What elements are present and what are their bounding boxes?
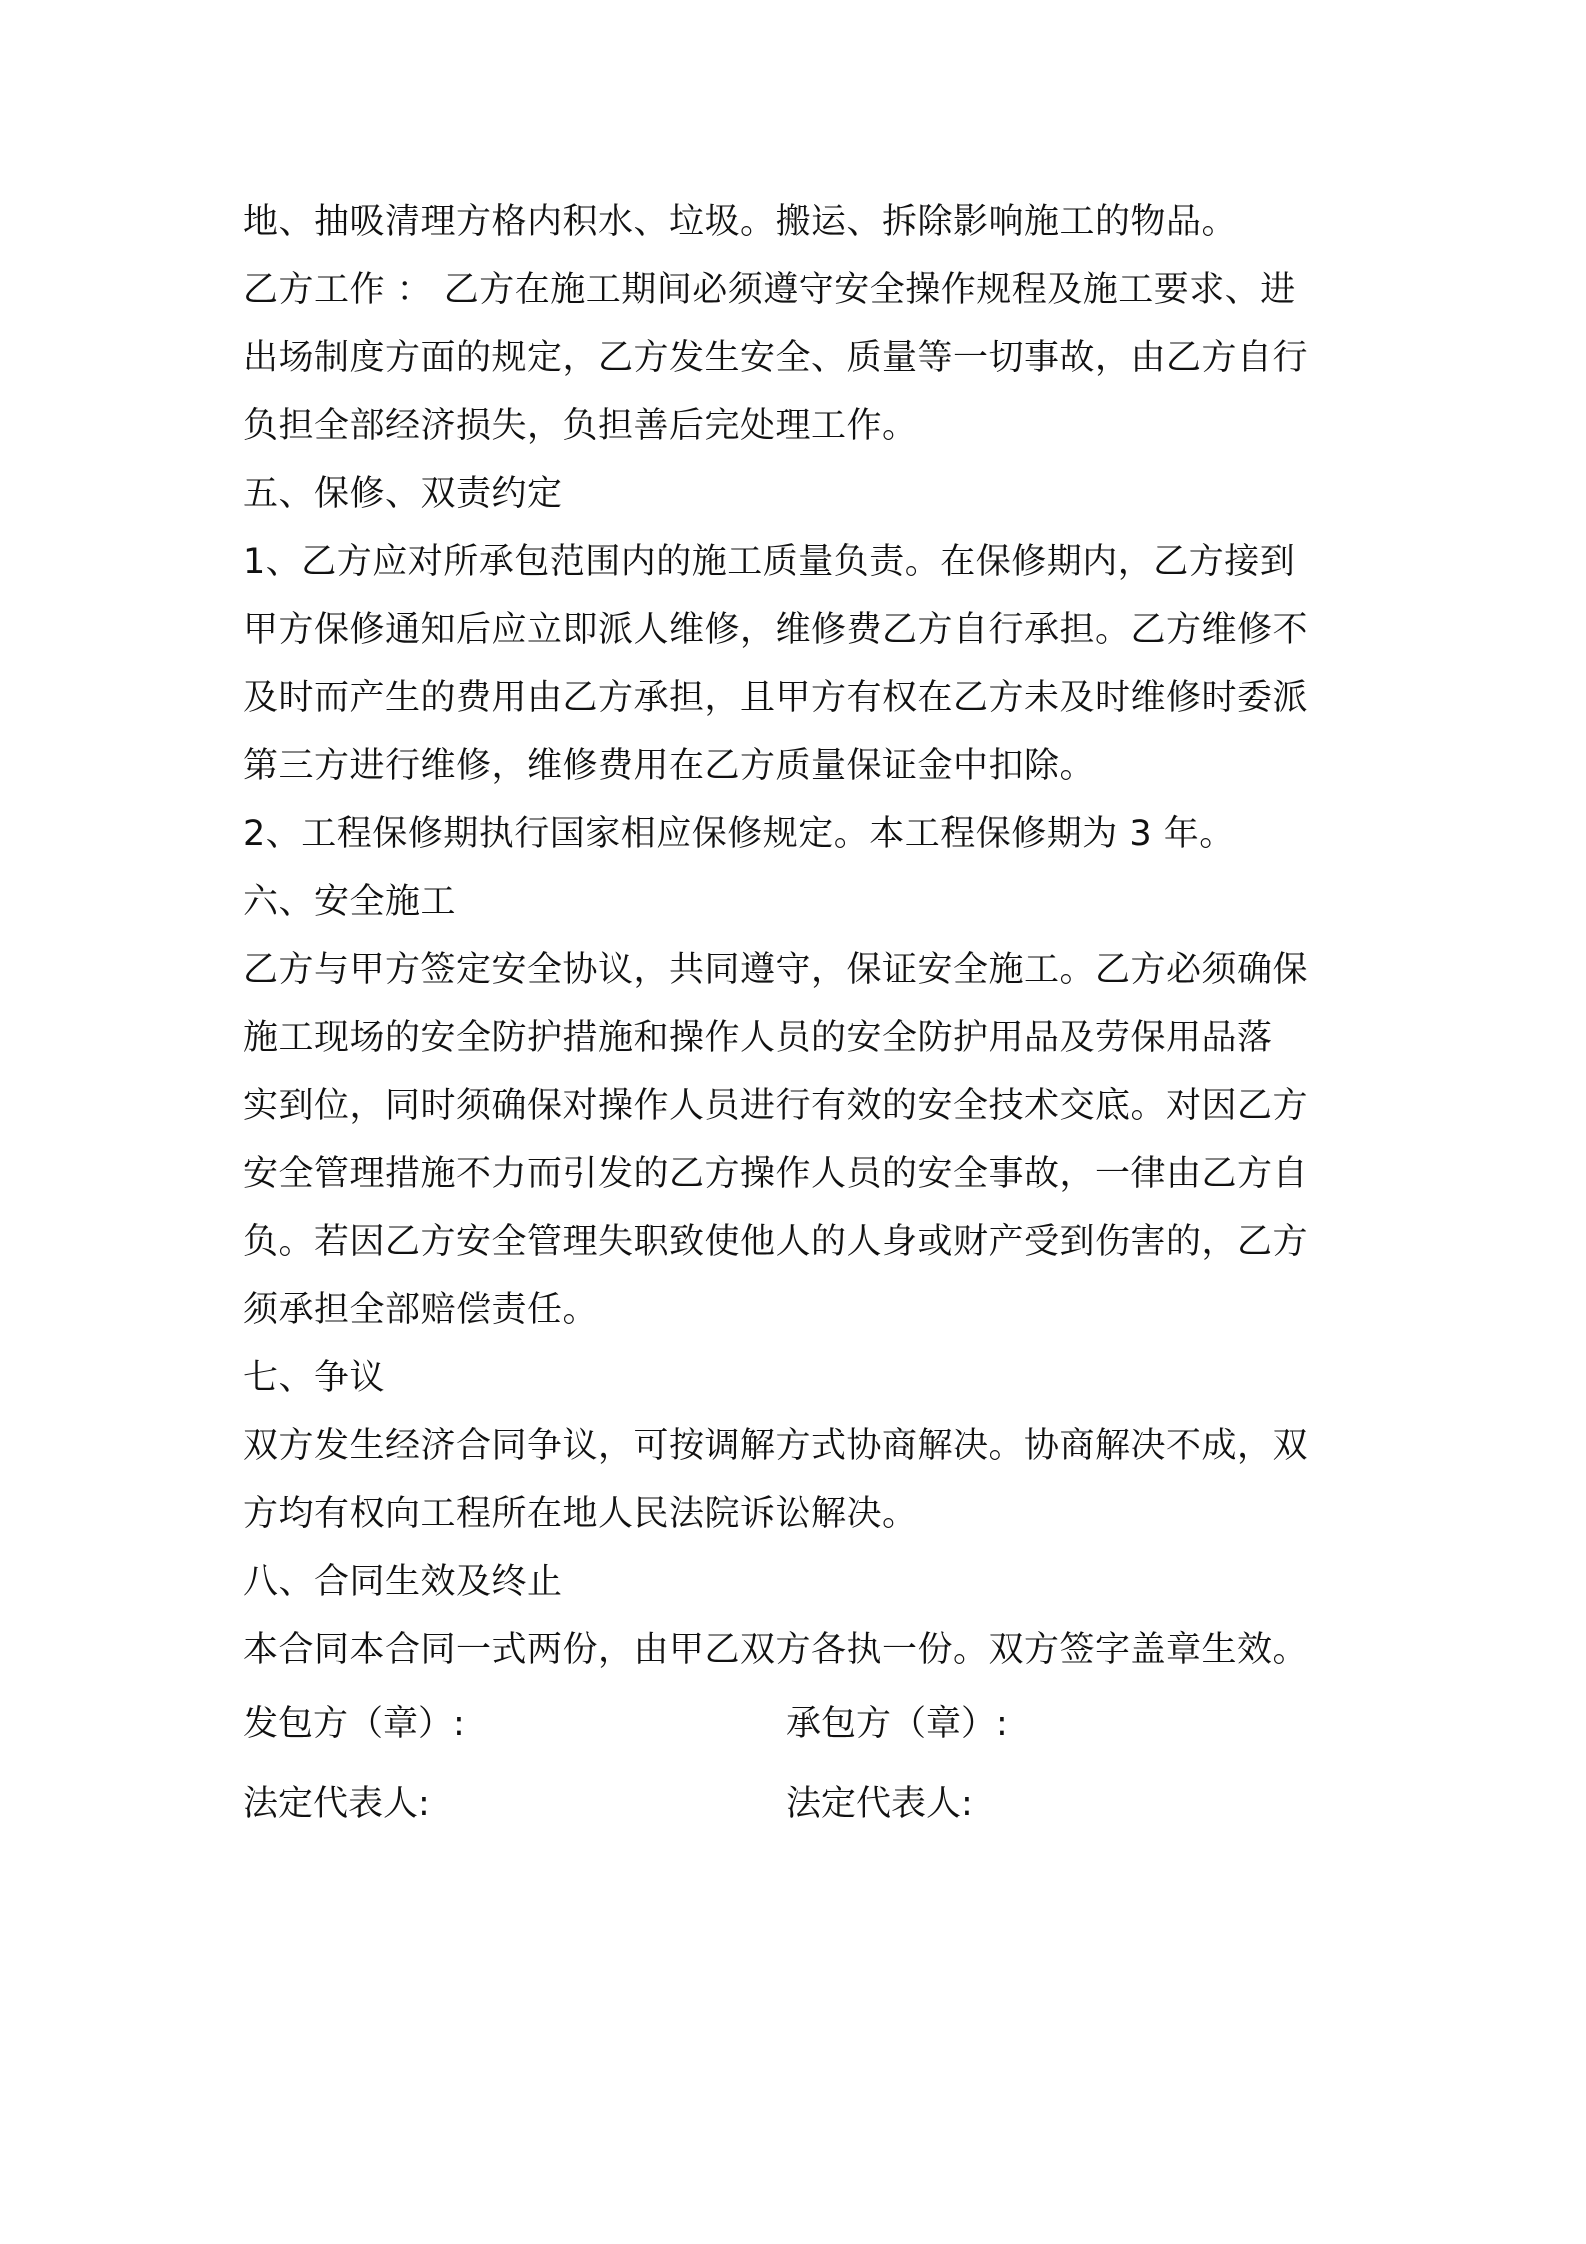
text-line: 乙方与甲方签定安全协议，共同遵守，保证安全施工。乙方必须确保: [243, 950, 1309, 990]
document-body: [243, 188, 1363, 1844]
text-line: 地、抽吸清理方格内积水、垃圾。搬运、拆除影响施工的物品。: [243, 202, 1238, 242]
text-line: 负担全部经济损失，负担善后完处理工作。: [243, 406, 918, 446]
signature-row-representative: [243, 1764, 1363, 1844]
signature-row-party: [243, 1684, 1363, 1764]
contractor-seal-label: 承包方（章）:: [786, 1704, 1008, 1744]
text-line: 本合同本合同一式两份，由甲乙双方各执一份。双方签字盖章生效。: [243, 1630, 1309, 1670]
text-line: 第三方进行维修，维修费用在乙方质量保证金中扣除。: [243, 746, 1096, 786]
text-line: 出场制度方面的规定，乙方发生安全、质量等一切事故，由乙方自行: [243, 338, 1309, 378]
text-line: 及时而产生的费用由乙方承担，且甲方有权在乙方未及时维修时委派: [243, 678, 1309, 718]
text-line: 实到位，同时须确保对操作人员进行有效的安全技术交底。对因乙方: [243, 1086, 1309, 1126]
text-line: 乙方工作 ： 乙方在施工期间必须遵守安全操作规程及施工要求、进: [243, 270, 1296, 310]
section-heading: 五、保修、双责约定: [243, 474, 563, 514]
employer-seal-label: 发包方（章）:: [243, 1704, 465, 1744]
text-line: 1、乙方应对所承包范围内的施工质量负责。在保修期内，乙方接到: [243, 542, 1296, 582]
contractor-representative-label: 法定代表人:: [786, 1784, 973, 1824]
employer-representative-label: 法定代表人:: [243, 1784, 430, 1824]
text-line: 2、工程保修期执行国家相应保修规定。本工程保修期为 3 年。: [243, 814, 1235, 854]
text-line: 负。若因乙方安全管理失职致使他人的人身或财产受到伤害的，乙方: [243, 1222, 1309, 1262]
text-line: 施工现场的安全防护措施和操作人员的安全防护用品及劳保用品落: [243, 1018, 1273, 1058]
text-line: 甲方保修通知后应立即派人维修，维修费乙方自行承担。乙方维修不: [243, 610, 1309, 650]
text-line: 安全管理措施不力而引发的乙方操作人员的安全事故，一律由乙方自: [243, 1154, 1309, 1194]
section-heading: 八、合同生效及终止: [243, 1562, 563, 1602]
text-line: 双方发生经济合同争议，可按调解方式协商解决。协商解决不成，双: [243, 1426, 1309, 1466]
text-line: 须承担全部赔偿责任。: [243, 1290, 599, 1330]
text-line: 方均有权向工程所在地人民法院诉讼解决。: [243, 1494, 918, 1534]
section-heading: 六、安全施工: [243, 882, 457, 922]
section-heading: 七、争议: [243, 1358, 386, 1398]
